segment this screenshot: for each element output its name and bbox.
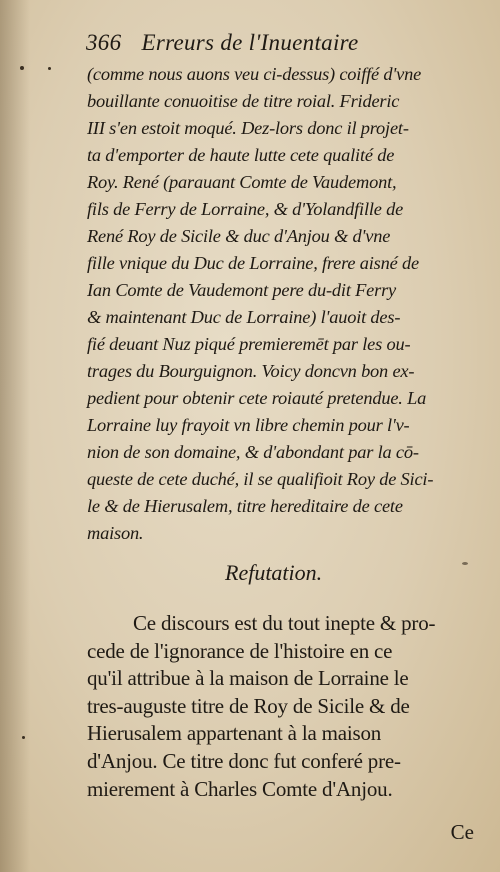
text-line: cede de l'ignorance de l'histoire en ce xyxy=(87,638,393,663)
text-line: nion de son domaine, & d'abondant par la cō- xyxy=(87,442,419,462)
text-line: queste de cete duché, il se qualifioit Roy de Sici- xyxy=(87,469,434,489)
text-line: Roy. René (parauant Comte de Vaudemont, xyxy=(87,172,397,192)
section-title: Refutation. xyxy=(225,560,323,585)
catchword: Ce xyxy=(450,820,474,844)
text-line: pedient pour obtenir cete roiauté pretendue. La xyxy=(87,388,427,408)
text-line: mierement à Charles Comte d'Anjou. xyxy=(87,776,393,801)
paper-speck xyxy=(462,562,468,565)
text-line: Ce discours est du tout inepte & pro- xyxy=(133,611,436,635)
page-number: 366 xyxy=(86,30,122,55)
text-line: le & de Hierusalem, titre hereditaire de cete xyxy=(87,496,403,516)
text-line: fils de Ferry de Lorraine, & d'Yolandfille de xyxy=(87,199,404,219)
text-line: III s'en estoit moqué. Dez-lors donc il projet- xyxy=(87,118,409,138)
text-line: trages du Bourguignon. Voicy doncvn bon ex- xyxy=(87,361,415,381)
text-line: (comme nous auons veu ci-dessus) coiffé d'vne xyxy=(87,64,422,84)
text-line: fille vnique du Duc de Lorraine, frere aisné de xyxy=(87,253,419,273)
text-line: & maintenant Duc de Lorraine) l'auoit des- xyxy=(87,307,401,327)
text-line: René Roy de Sicile & duc d'Anjou & d'vne xyxy=(87,226,391,246)
text-line: Ian Comte de Vaudemont pere du-dit Ferry xyxy=(87,280,396,300)
text-line: Lorraine luy frayoit vn libre chemin pour l'v- xyxy=(87,415,410,435)
text-line: fié deuant Nuz piqué premieremēt par les ou- xyxy=(87,334,411,354)
text-line: qu'il attribue à la maison de Lorraine le xyxy=(87,666,409,691)
paper-speck xyxy=(48,67,51,70)
italic-paragraph xyxy=(87,61,472,547)
text-line: maison. xyxy=(87,523,144,543)
running-title: Erreurs de l'Inuentaire xyxy=(141,30,359,55)
paper-speck xyxy=(20,66,24,70)
text-line: tres-auguste titre de Roy de Sicile & de xyxy=(87,693,410,718)
text-line: bouillante conuoitise de titre roial. Frideric xyxy=(87,91,400,111)
spine-shadow xyxy=(0,0,30,872)
roman-paragraph xyxy=(87,610,477,803)
paper-speck xyxy=(22,736,25,739)
text-line: d'Anjou. Ce titre donc fut conferé pre- xyxy=(87,748,401,773)
running-header xyxy=(86,30,426,56)
text-line: Hierusalem appartenant à la maison xyxy=(87,721,382,746)
text-line: ta d'emporter de haute lutte cete qualité de xyxy=(87,145,395,165)
